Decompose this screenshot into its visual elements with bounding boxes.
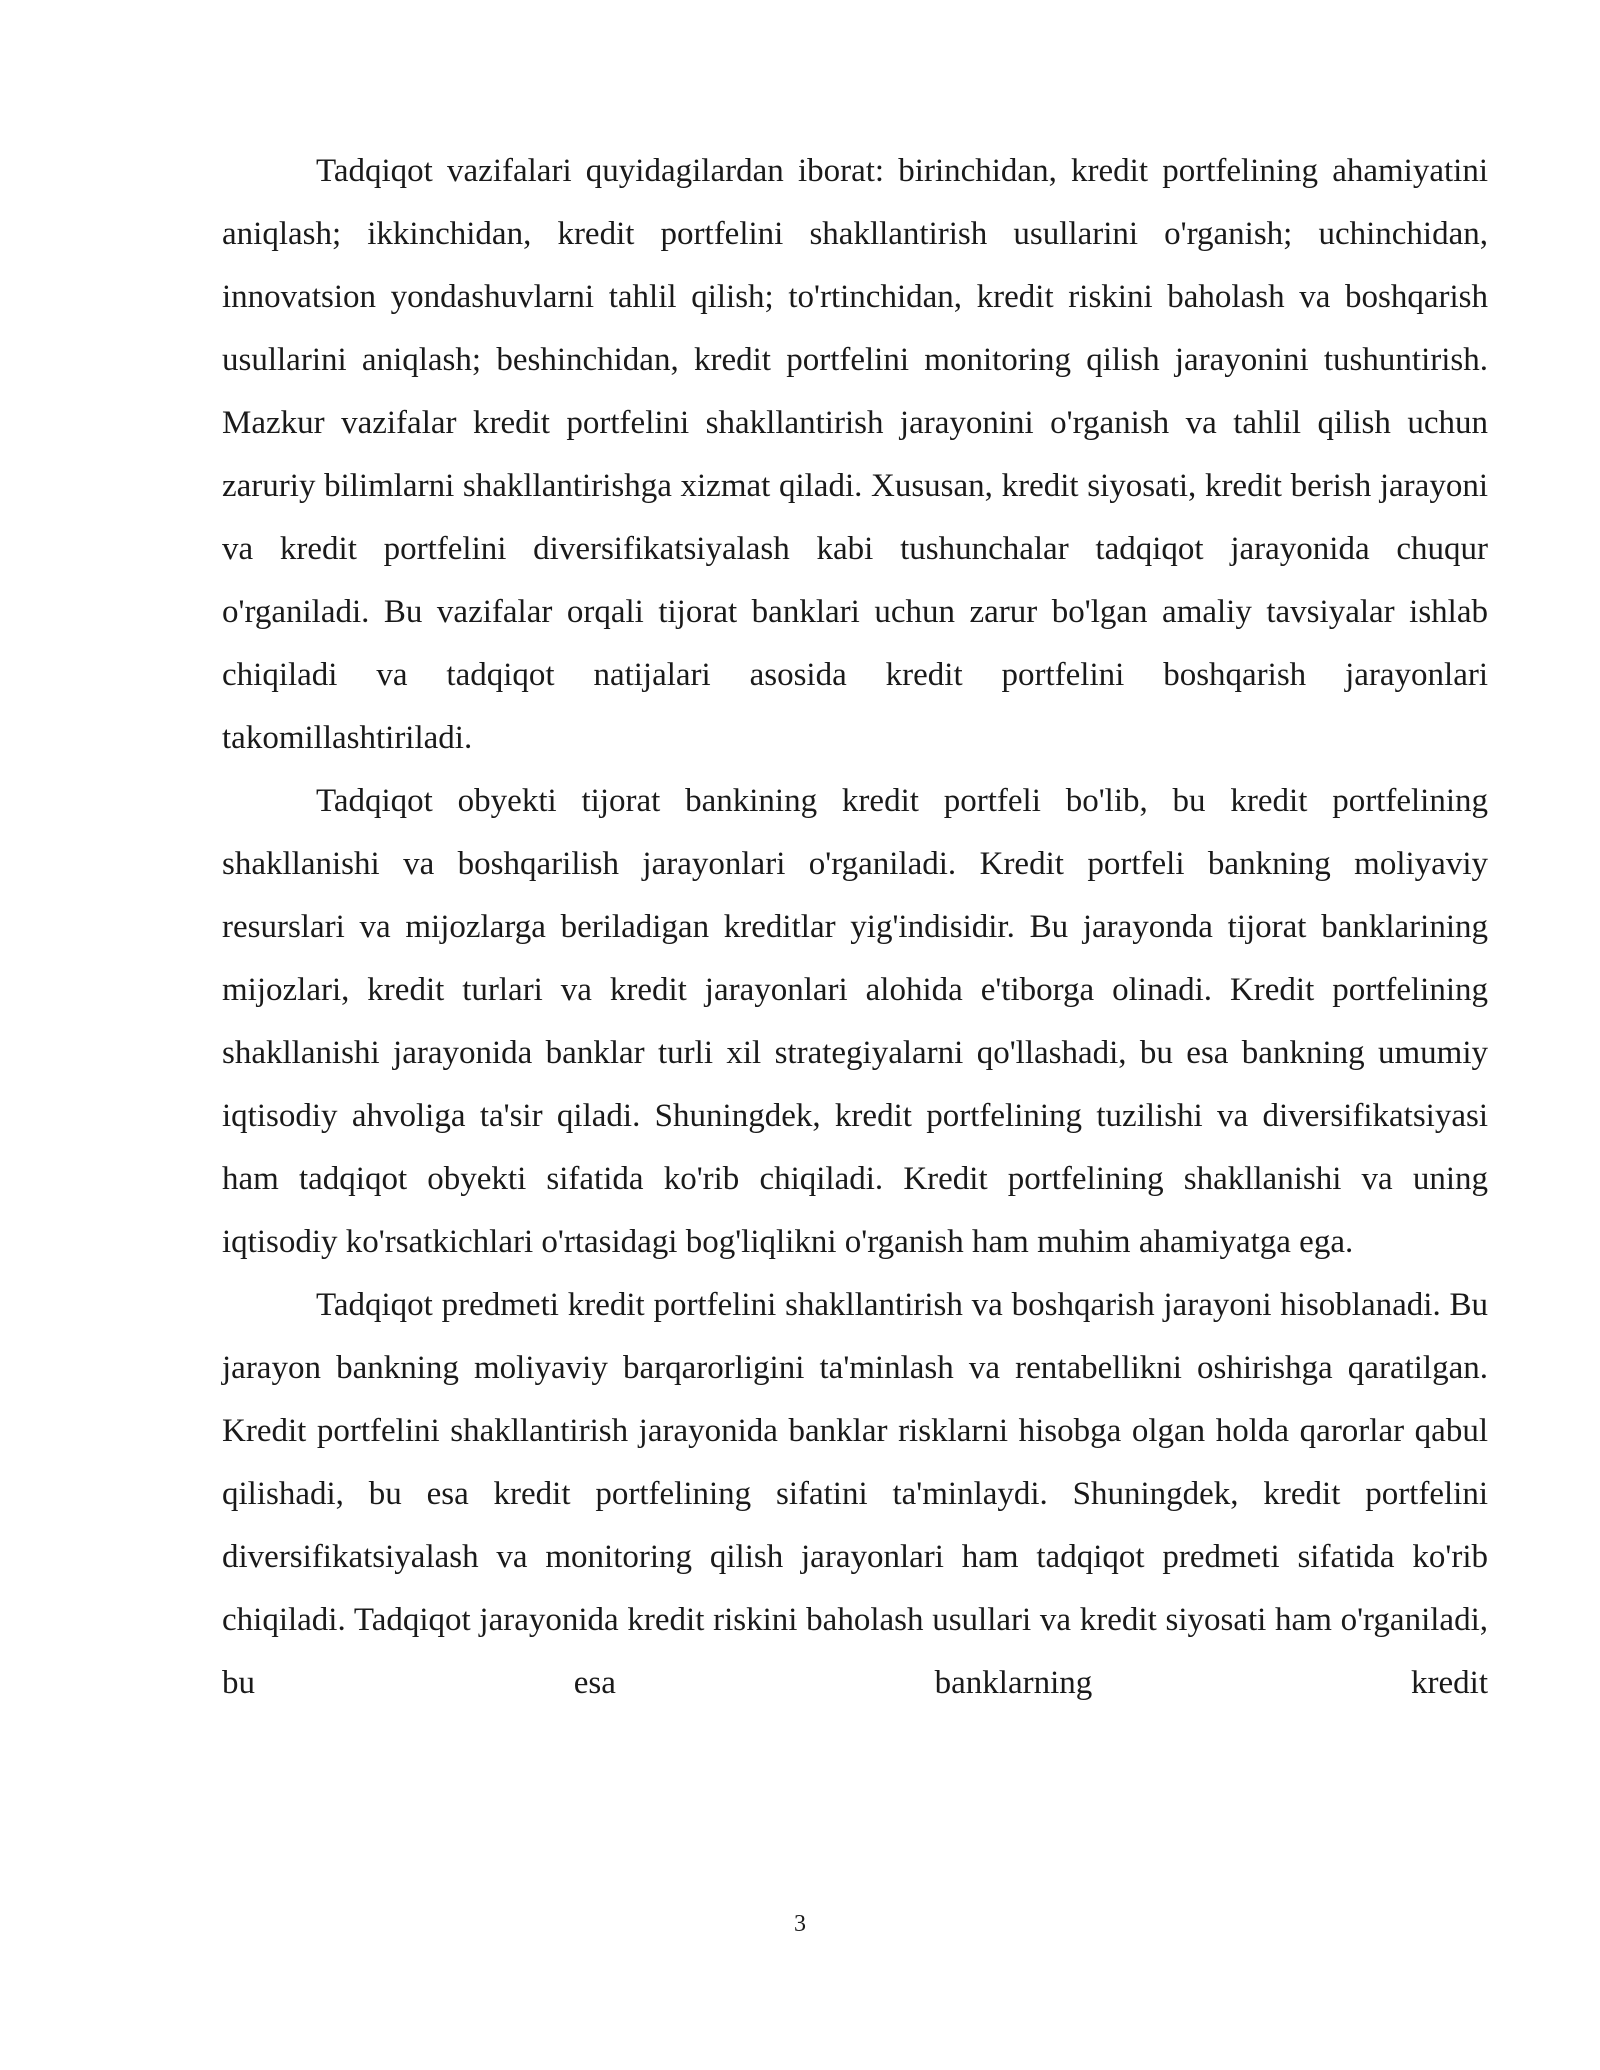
paragraph-research-tasks: Tadqiqot vazifalari quyidagilardan iborat: birinchidan, kredit portfelining ahamiyatini aniqlash; ikkinchidan, kredit portfelini shakllantirish usullarini o'rganish; uchinchidan, innovatsion yondashuvlarni tahlil qilish; to'rtinchidan, kredit riskini baholash va boshqarish usullarini aniqlash; beshinchidan, kredit portfelini monitoring qilish jarayonini tushuntirish. Mazkur vazifalar kredit portfelini shakllantirish jarayonini o'rganish va tahlil qilish uchun zaruriy bilimlarni shakllantirishga xizmat qiladi. Xususan, kredit siyosati, kredit berish jarayoni va kredit portfelini diversifikatsiyalash kabi tushunchalar tadqiqot jarayonida chuqur o'rganiladi. Bu vazifalar orqali tijorat banklari uchun zarur bo'lgan amaliy tavsiyalar ishlab chiqiladi va tadqiqot natijalari asosida kredit portfelini boshqarish jarayonlari takomillashtiriladi. — [222, 153, 1488, 756]
page-number: 3 — [794, 1911, 806, 1937]
document-body — [222, 140, 1488, 1715]
paragraph-research-subject: Tadqiqot predmeti kredit portfelini shakllantirish va boshqarish jarayoni hisoblanadi. Bu jarayon bankning moliyaviy barqarorligini ta'minlash va rentabellikni oshirishga qaratilgan. Kredit portfelini shakllantirish jarayonida banklar risklarni hisobga olgan holda qarorlar qabul qilishadi, bu esa kredit portfelining sifatini ta'minlaydi. Shuningdek, kredit portfelini diversifikatsiyalash va monitoring qilish jarayonlari ham tadqiqot predmeti sifatida ko'rib chiqiladi. Tadqiqot jarayonida kredit riskini baholash usullari va kredit siyosati ham o'rganiladi, bu esa banklarning kredit — [222, 1287, 1488, 1701]
paragraph-research-object: Tadqiqot obyekti tijorat bankining kredit portfeli bo'lib, bu kredit portfelining shakllanishi va boshqarilish jarayonlari o'rganiladi. Kredit portfeli bankning moliyaviy resurslari va mijozlarga beriladigan kreditlar yig'indisidir. Bu jarayonda tijorat banklarining mijozlari, kredit turlari va kredit jarayonlari alohida e'tiborga olinadi. Kredit portfelining shakllanishi jarayonida banklar turli xil strategiyalarni qo'llashadi, bu esa bankning umumiy iqtisodiy ahvoliga ta'sir qiladi. Shuningdek, kredit portfelining tuzilishi va diversifikatsiyasi ham tadqiqot obyekti sifatida ko'rib chiqiladi. Kredit portfelining shakllanishi va uning iqtisodiy ko'rsatkichlari o'rtasidagi bog'liqlikni o'rganish ham muhim ahamiyatga ega. — [222, 783, 1488, 1260]
